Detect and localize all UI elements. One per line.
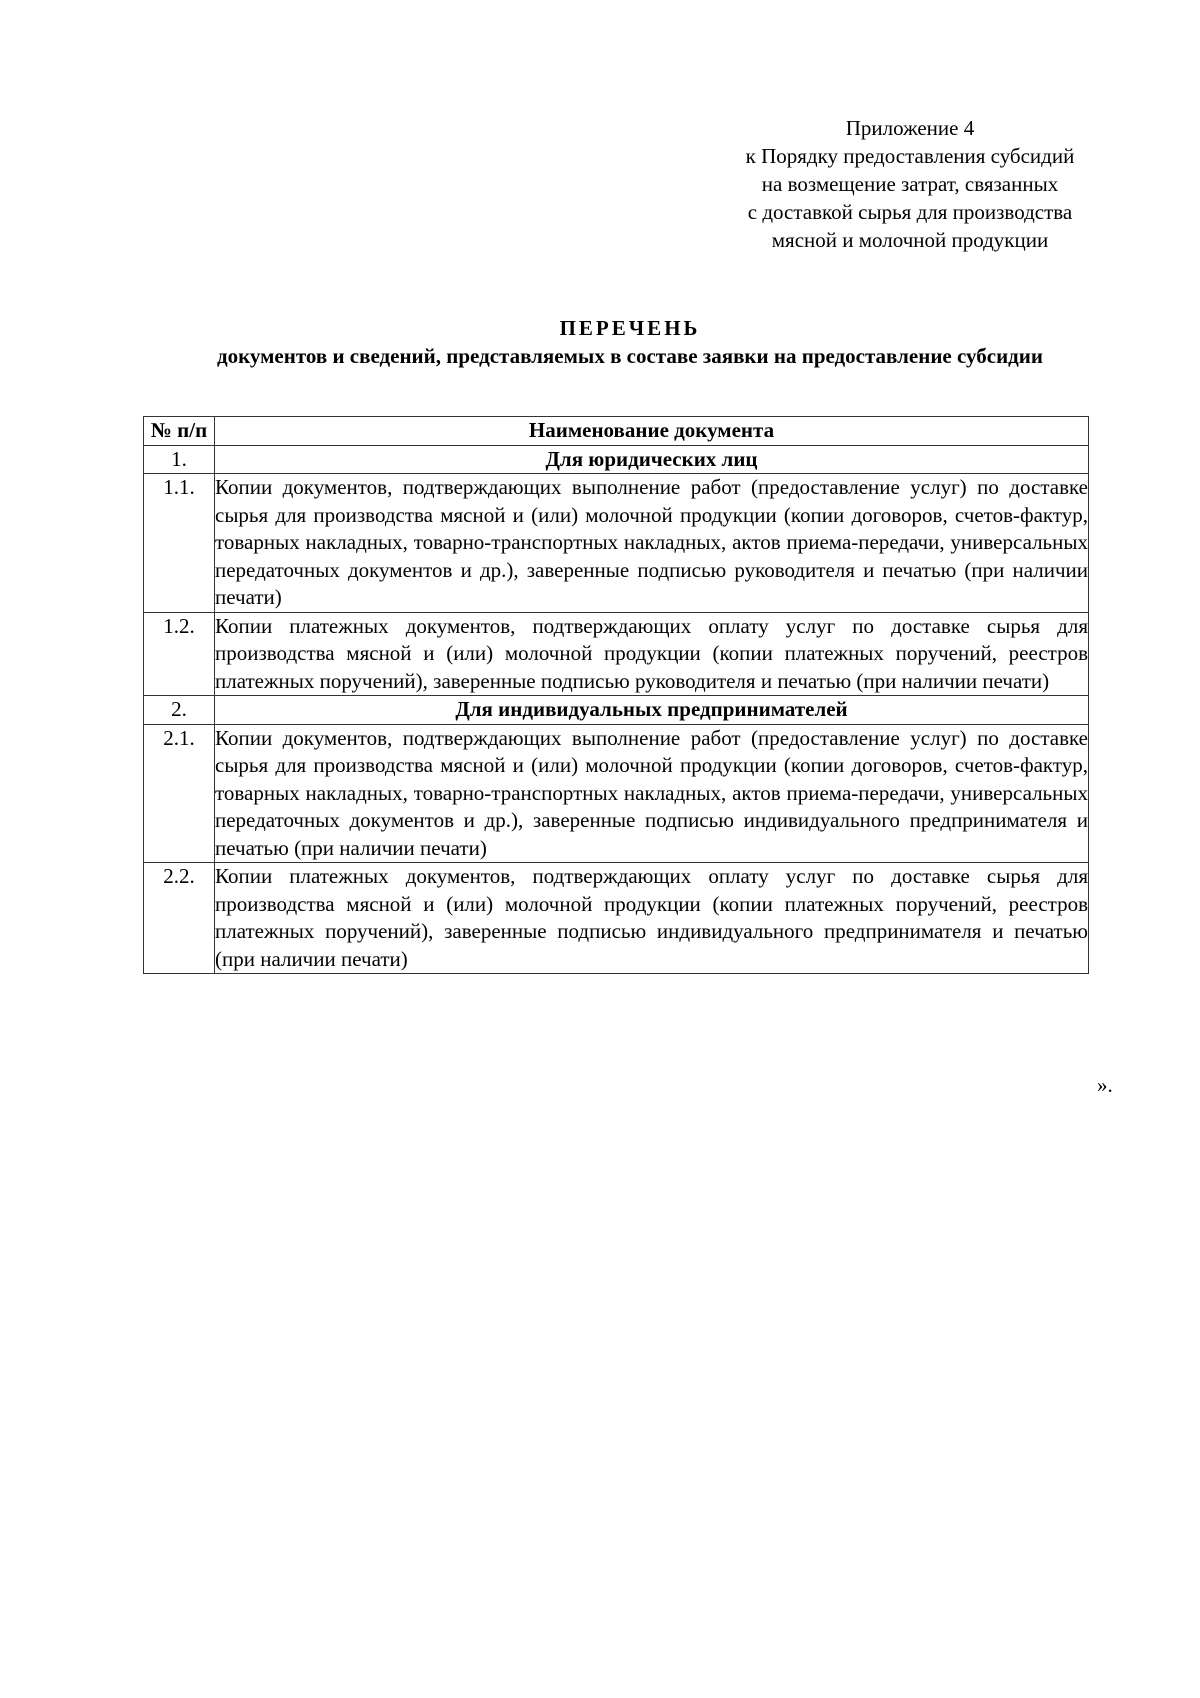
table-header-row bbox=[144, 417, 1089, 446]
documents-table bbox=[143, 416, 1089, 974]
section-title: Для юридических лиц bbox=[215, 445, 1089, 474]
appendix-line: к Порядку предоставления субсидий bbox=[745, 144, 1075, 168]
appendix-line: Приложение 4 bbox=[845, 116, 975, 140]
appendix-line: мясной и молочной продукции bbox=[771, 228, 1049, 252]
header-number: № п/п bbox=[144, 417, 215, 446]
table-row bbox=[144, 474, 1089, 613]
section-number: 2. bbox=[144, 696, 215, 725]
appendix-line: на возмещение затрат, связанных bbox=[761, 172, 1059, 196]
section-title: Для индивидуальных предпринимателей bbox=[215, 696, 1089, 725]
item-number: 1.2. bbox=[144, 612, 215, 696]
section-number: 1. bbox=[144, 445, 215, 474]
table-row bbox=[144, 612, 1089, 696]
header-document-name: Наименование документа bbox=[215, 417, 1089, 446]
section-row bbox=[144, 445, 1089, 474]
item-text: Копии платежных документов, подтверждающих оплату услуг по доставке сырья для производства мясной и (или) молочной продукции (копии платежных поручений, реестров платежных поручений), заверенные подписью индивидуального предпринимателя и печатью (при наличии печати) bbox=[215, 863, 1089, 974]
appendix-block bbox=[700, 114, 1120, 254]
document-title: ПЕРЕЧЕНЬ bbox=[559, 316, 701, 340]
section-row bbox=[144, 696, 1089, 725]
item-text: Копии документов, подтверждающих выполнение работ (предоставление услуг) по доставке сырья для производства мясной и (или) молочной продукции (копии договоров, счетов-фактур, товарных накладных, товарно-транспортных накладных, актов приема-передачи, универсальных передаточных документов и др.), заверенные подписью руководителя и печатью (при наличии печати) bbox=[215, 474, 1089, 613]
document-heading bbox=[140, 314, 1120, 370]
item-number: 1.1. bbox=[144, 474, 215, 613]
table-row bbox=[144, 863, 1089, 974]
closing-quote-mark: ». bbox=[1097, 1073, 1113, 1097]
item-number: 2.1. bbox=[144, 724, 215, 863]
item-number: 2.2. bbox=[144, 863, 215, 974]
item-text: Копии документов, подтверждающих выполнение работ (предоставление услуг) по доставке сырья для производства мясной и (или) молочной продукции (копии договоров, счетов-фактур, товарных накладных, товарно-транспортных накладных, актов приема-передачи, универсальных передаточных документов и др.), заверенные подписью индивидуального предпринимателя и печатью (при наличии печати) bbox=[215, 724, 1089, 863]
table-row bbox=[144, 724, 1089, 863]
item-text: Копии платежных документов, подтверждающих оплату услуг по доставке сырья для производства мясной и (или) молочной продукции (копии платежных поручений, реестров платежных поручений), заверенные подписью руководителя и печатью (при наличии печати) bbox=[215, 612, 1089, 696]
appendix-line: с доставкой сырья для производства bbox=[747, 200, 1073, 224]
document-subtitle: документов и сведений, представляемых в составе заявки на предоставление субсидии bbox=[216, 344, 1044, 368]
